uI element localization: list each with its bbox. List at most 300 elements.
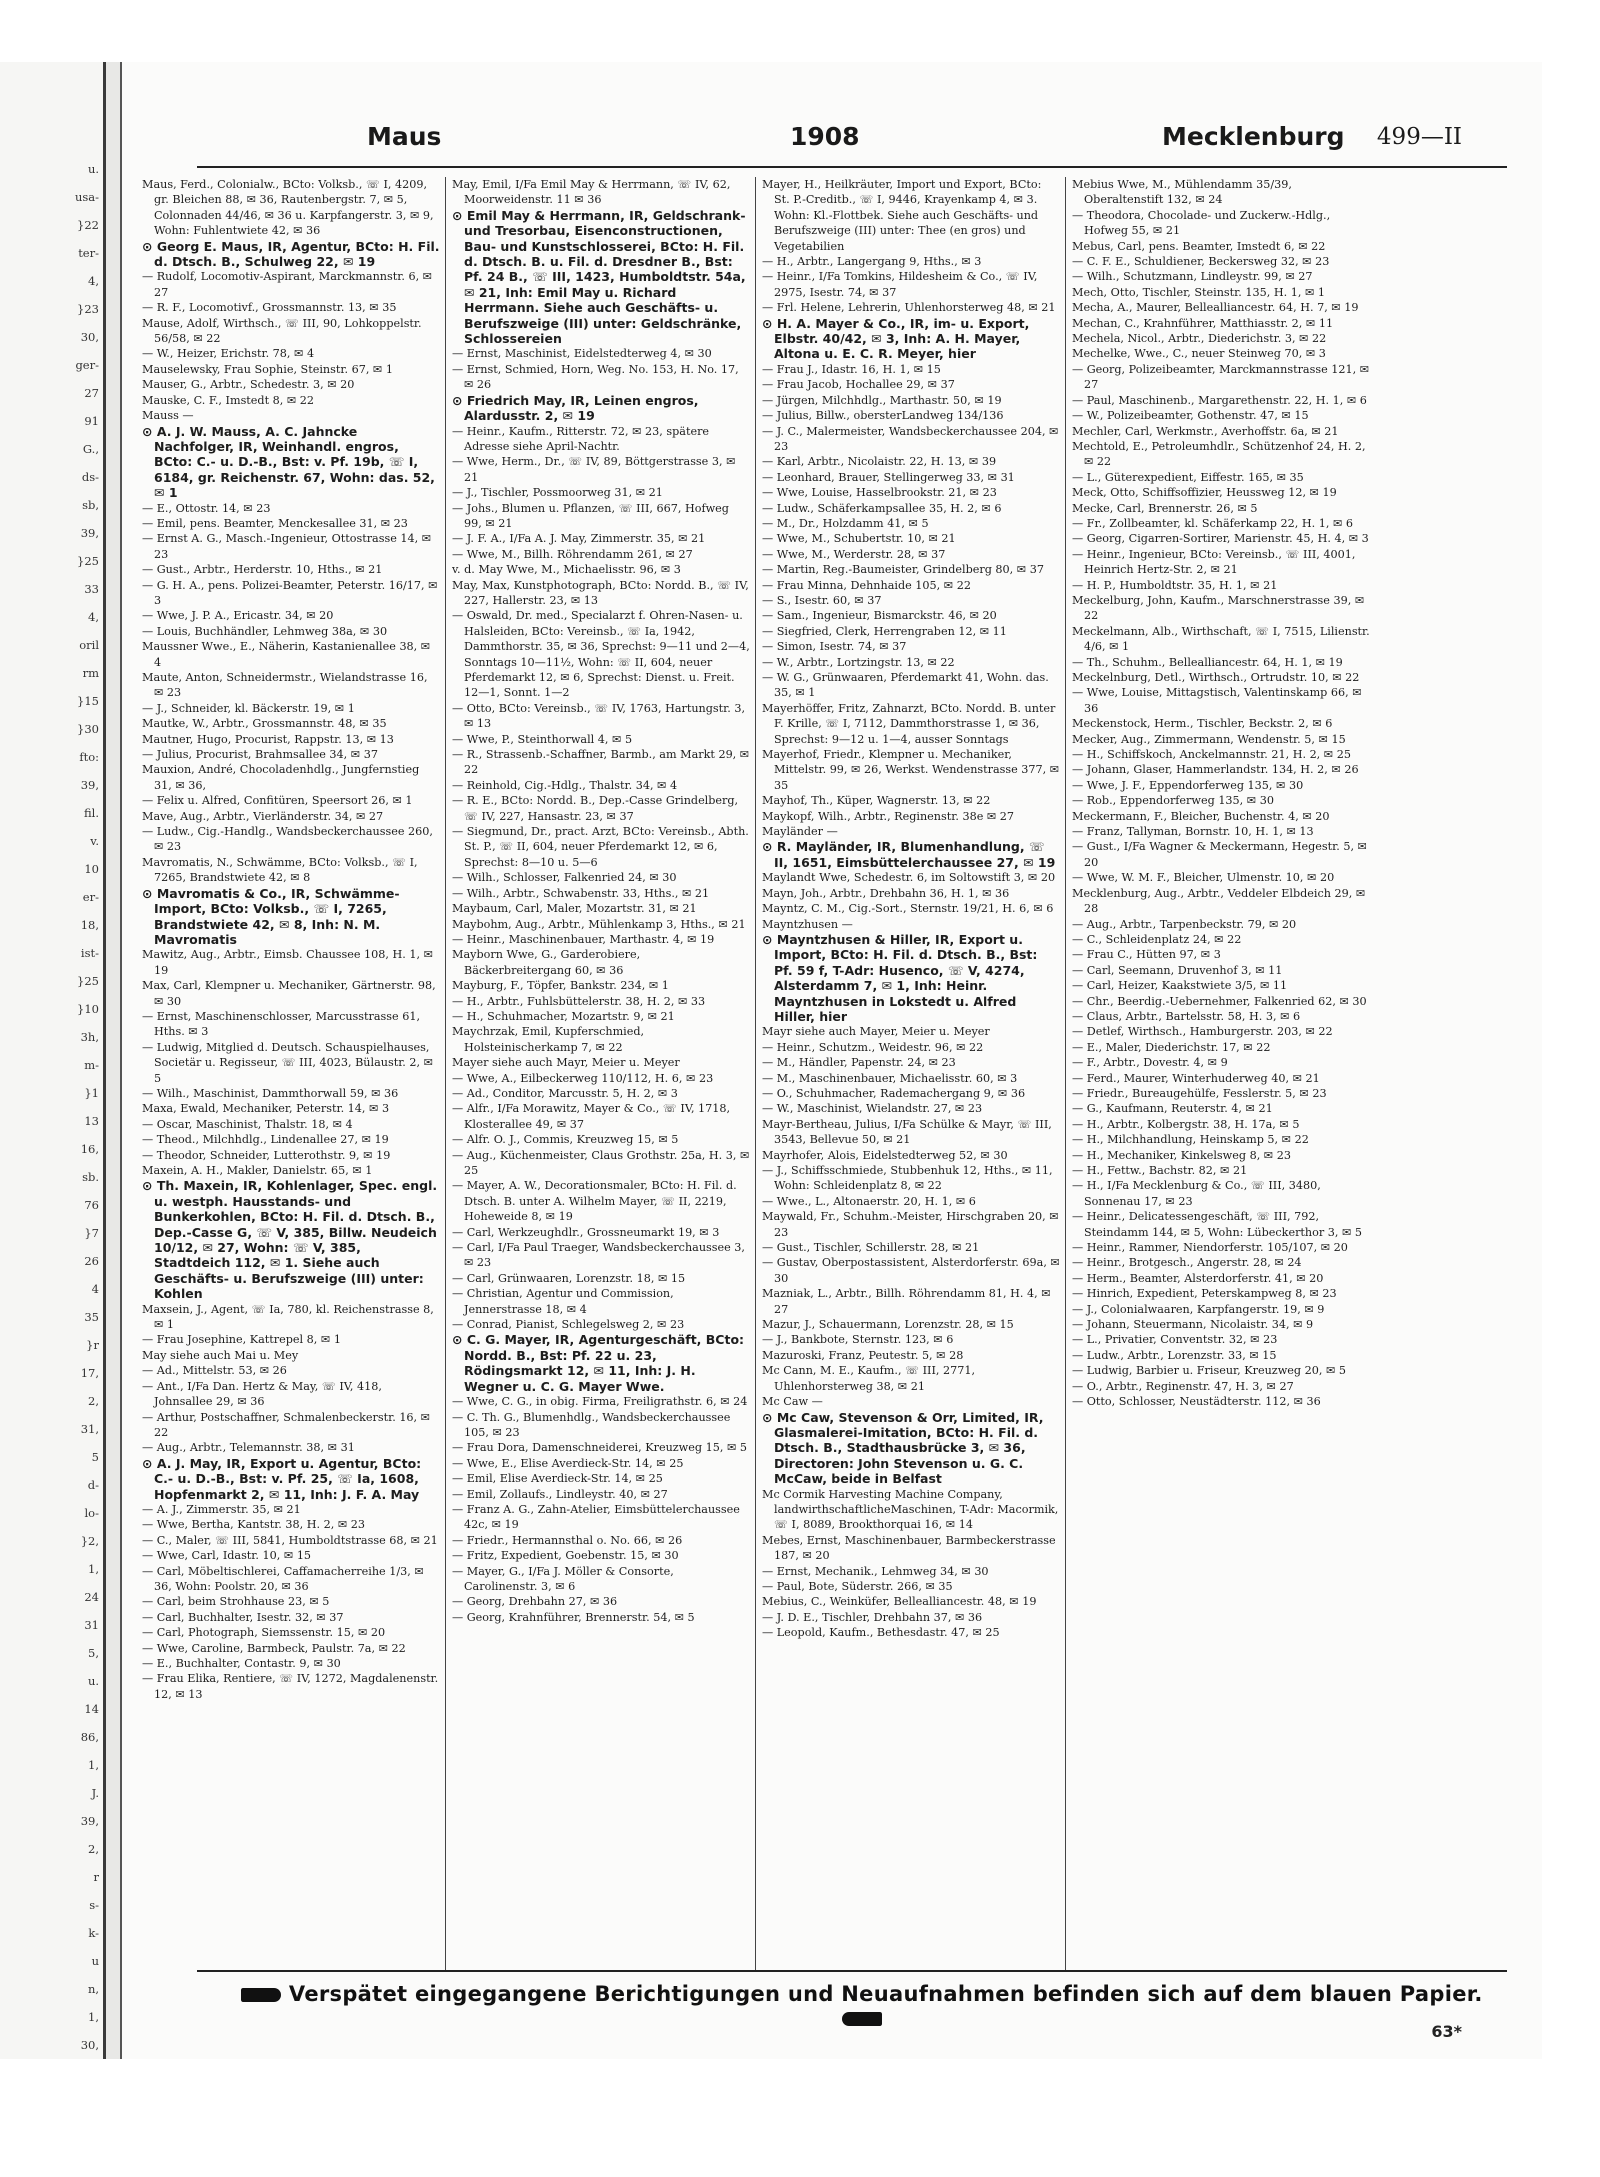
directory-entry: — Rob., Eppendorferweg 135, ✉ 30 bbox=[1072, 794, 1274, 808]
directory-entry: — E., Buchhalter, Contastr. 9, ✉ 30 bbox=[142, 1657, 341, 1670]
directory-entry: — H., Arbtr., Fuhlsbüttelerstr. 38, H. 2, ✉ 33 bbox=[452, 994, 706, 1008]
previous-page-fragment: 1, bbox=[88, 1758, 99, 1772]
directory-entry: — Felix u. Alfred, Confitüren, Speersort 26, ✉ 1 bbox=[142, 794, 413, 808]
running-header bbox=[122, 122, 1542, 162]
previous-page-fragment: }25 bbox=[77, 974, 99, 988]
directory-entry: — Wilh., Arbtr., Schwabenstr. 33, Hths., ✉ 21 bbox=[452, 886, 710, 900]
previous-page-fragment: fil. bbox=[83, 806, 99, 820]
previous-page-fragment: sb. bbox=[82, 1170, 99, 1184]
previous-page-fragment: G., bbox=[82, 442, 99, 456]
directory-entry: — Fr., Zollbeamter, kl. Schäferkamp 22, H. 1, ✉ 6 bbox=[1072, 516, 1354, 530]
previous-page-fragment: oril bbox=[79, 638, 99, 652]
directory-entry: — Heinr., Schutzm., Weidestr. 96, ✉ 22 bbox=[762, 1040, 984, 1054]
previous-page-fragment: s- bbox=[89, 1898, 99, 1912]
footer-notice bbox=[232, 1982, 1492, 2030]
directory-entry: — Wwe, M., Werderstr. 28, ✉ 37 bbox=[762, 547, 946, 561]
directory-entry: Mechler, Carl, Werkmstr., Averhoffstr. 6a, ✉ 21 bbox=[1072, 424, 1339, 438]
previous-page-fragment: 86, bbox=[80, 1730, 99, 1744]
previous-page-fragment: 91 bbox=[84, 414, 99, 428]
directory-entry: — J., Colonialwaaren, Karpfangerstr. 19, ✉ 9 bbox=[1072, 1302, 1325, 1316]
directory-entry: — Frl. Helene, Lehrerin, Uhlenhorsterweg 48, ✉ 21 bbox=[762, 301, 1056, 315]
directory-entry: — Siegmund, Dr., pract. Arzt, BCto: Vereinsb., Abth. St. P., ☏ II, 604, neuer Pferdemarkt 12, ✉ 6, Sprechst: 8—10 u. 5—6 bbox=[452, 825, 749, 869]
firm-entry: ⊙ H. A. Mayer & Co., IR, im- u. Export, Elbstr. 40/42, ✉ 3, Inh: A. H. Mayer, Altona u. E. C. R. Meyer, hier bbox=[762, 315, 1030, 362]
directory-entry: — G. H. A., pens. Polizei-Beamter, Peterstr. 16/17, ✉ 3 bbox=[142, 578, 438, 607]
directory-entry: — Friedr., Bureaugehülfe, Fesslerstr. 5, ✉ 23 bbox=[1072, 1086, 1327, 1100]
directory-entry: — Johann, Steuermann, Nicolaistr. 34, ✉ 9 bbox=[1072, 1318, 1314, 1332]
directory-entry: — Georg, Krahnführer, Brennerstr. 54, ✉ 5 bbox=[452, 1610, 695, 1624]
directory-entry: — C., Maler, ☏ III, 5841, Humboldtstrasse 68, ✉ 21 bbox=[142, 1533, 438, 1547]
directory-entry: Maychrzak, Emil, Kupferschmied, Holsteinischerkamp 7, ✉ 22 bbox=[452, 1025, 645, 1054]
directory-entry: Maus, Ferd., Colonialw., BCto: Volksb., ☏ I, 4209, gr. Bleichen 88, ✉ 36, Rautenbergstr. 7, ✉ 5, Colonnaden 44/46, ✉ 36 u. Karpfangerstr. 3, ✉ 9, Wohn: Fuhlentwiete 42, ✉ 36 bbox=[142, 178, 434, 238]
directory-entry: Maybaum, Carl, Maler, Mozartstr. 31, ✉ 21 bbox=[452, 902, 697, 916]
previous-page-fragment: usa- bbox=[74, 190, 99, 204]
previous-page-fragment: 13 bbox=[84, 1114, 99, 1128]
directory-entry: Mechelke, Wwe., C., neuer Steinweg 70, ✉ 3 bbox=[1072, 347, 1326, 361]
directory-entry: — Wwe, Bertha, Kantstr. 38, H. 2, ✉ 23 bbox=[142, 1518, 366, 1532]
directory-entry: — Wwe, Herm., Dr., ☏ IV, 89, Böttgerstrasse 3, ✉ 21 bbox=[452, 455, 736, 484]
previous-page-fragment: sb, bbox=[82, 498, 99, 512]
previous-page-fragment: ist- bbox=[80, 946, 99, 960]
directory-entry: Mecke, Carl, Brennerstr. 26, ✉ 5 bbox=[1072, 501, 1258, 515]
directory-entry: Mecha, A., Maurer, Bellealliancestr. 64, H. 7, ✉ 19 bbox=[1072, 301, 1359, 315]
previous-page-fragment: 4 bbox=[91, 1282, 99, 1296]
directory-page bbox=[122, 62, 1542, 2059]
directory-entry: — W., Maschinist, Wielandstr. 27, ✉ 23 bbox=[762, 1102, 983, 1116]
directory-entry: — Chr., Beerdig.-Uebernehmer, Falkenried 62, ✉ 30 bbox=[1072, 994, 1367, 1008]
directory-entry: — J. F. A., I/Fa A. J. May, Zimmerstr. 35, ✉ 21 bbox=[452, 532, 706, 546]
previous-page-fragment: 39, bbox=[80, 778, 99, 792]
directory-entry: — Wwe, M., Billh. Röhrendamm 261, ✉ 27 bbox=[452, 547, 693, 561]
directory-entry: — Paul, Bote, Süderstr. 266, ✉ 35 bbox=[762, 1579, 953, 1593]
firm-entry: ⊙ Friedrich May, IR, Leinen engros, Alardusstr. 2, ✉ 19 bbox=[452, 392, 699, 424]
directory-entry: — Herm., Beamter, Alsterdorferstr. 41, ✉ 20 bbox=[1072, 1271, 1324, 1285]
directory-entry: — Wwe, Caroline, Barmbeck, Paulstr. 7a, ✉ 22 bbox=[142, 1641, 406, 1655]
directory-entry: — Emil, pens. Beamter, Menckesallee 31, ✉ 23 bbox=[142, 516, 408, 530]
directory-entry: Maybohm, Aug., Arbtr., Mühlenkamp 3, Hths., ✉ 21 bbox=[452, 917, 746, 931]
previous-page-fragment: rm bbox=[82, 666, 99, 680]
directory-entry: — Ferd., Maurer, Winterhuderweg 40, ✉ 21 bbox=[1072, 1071, 1320, 1085]
directory-entry: — C. Th. G., Blumenhdlg., Wandsbeckerchaussee 105, ✉ 23 bbox=[452, 1410, 731, 1439]
footer-rule bbox=[197, 1970, 1507, 1972]
directory-entry: — J., Schiffsschmiede, Stubbenhuk 12, Hths., ✉ 11, Wohn: Schleidenplatz 8, ✉ 22 bbox=[762, 1164, 1053, 1193]
previous-page-fragment: 31 bbox=[84, 1618, 99, 1632]
directory-entry: — Wwe, C. G., in obig. Firma, Freiligrathstr. 6, ✉ 24 bbox=[452, 1395, 748, 1409]
previous-page-fragment: 39, bbox=[80, 1814, 99, 1828]
previous-page-edge bbox=[0, 62, 106, 2059]
directory-entry: — Franz, Tallyman, Bornstr. 10, H. 1, ✉ 13 bbox=[1072, 825, 1314, 839]
previous-page-fragment: 1, bbox=[88, 2010, 99, 2024]
directory-entry: — Aug., Küchenmeister, Claus Grothstr. 25a, H. 3, ✉ 25 bbox=[452, 1148, 750, 1177]
directory-entry: — Carl, Photograph, Siemssenstr. 15, ✉ 20 bbox=[142, 1626, 386, 1640]
directory-entry: Maxsein, J., Agent, ☏ Ia, 780, kl. Reichenstrasse 8, ✉ 1 bbox=[142, 1302, 434, 1332]
directory-entry: Mayrhofer, Alois, Eidelstedterweg 52, ✉ 30 bbox=[762, 1148, 1008, 1162]
previous-page-fragment: }10 bbox=[77, 1002, 99, 1016]
directory-entry: — O., Arbtr., Reginenstr. 47, H. 3, ✉ 27 bbox=[1072, 1379, 1294, 1393]
directory-entry: — Frau Josephine, Kattrepel 8, ✉ 1 bbox=[142, 1333, 341, 1347]
directory-entry: — E., Maler, Diederichstr. 17, ✉ 22 bbox=[1072, 1040, 1271, 1054]
directory-entry: — Hinrich, Expedient, Peterskampweg 8, ✉ 23 bbox=[1072, 1287, 1337, 1301]
directory-entry: — Wwe, W. M. F., Bleicher, Ulmenstr. 10, ✉ 20 bbox=[1072, 871, 1335, 885]
directory-entry: — Frau Jacob, Hochallee 29, ✉ 37 bbox=[762, 378, 955, 392]
directory-entry: — Ad., Mittelstr. 53, ✉ 26 bbox=[142, 1364, 287, 1378]
header-rule bbox=[197, 166, 1507, 168]
directory-entry: Mebius, C., Weinküfer, Bellealliancestr. 48, ✉ 19 bbox=[762, 1595, 1037, 1609]
previous-page-fragment: 27 bbox=[84, 386, 99, 400]
directory-entry: Mavromatis, N., Schwämme, BCto: Volksb., ☏ I, 7265, Brandstwiete 42, ✉ 8 bbox=[142, 855, 418, 885]
directory-entry: Mayer, H., Heilkräuter, Import und Export, BCto: St. P.-Creditb., ☏ I, 9446, Krayenkamp 4, ✉ 3. Wohn: Kl.-Flottbek. Siehe auch Geschäfts- und Berufszweige (III) unter: Thee (en gros) und Vegetabilien bbox=[762, 178, 1042, 253]
previous-page-fragment: ger- bbox=[75, 358, 99, 372]
directory-entry: — Carl, Werkzeughdlr., Grossneumarkt 19, ✉ 3 bbox=[452, 1225, 720, 1239]
directory-entry: — Louis, Buchhändler, Lehmweg 38a, ✉ 30 bbox=[142, 624, 388, 638]
previous-page-fragment: }1 bbox=[84, 1086, 99, 1100]
directory-entry: — Gust., Arbtr., Herderstr. 10, Hths., ✉ 21 bbox=[142, 563, 383, 577]
directory-entry: — L., Privatier, Conventstr. 32, ✉ 23 bbox=[1072, 1333, 1278, 1347]
previous-page-fragment: 3h, bbox=[80, 1030, 99, 1044]
directory-entry: Mechela, Nicol., Arbtr., Diederichstr. 3, ✉ 22 bbox=[1072, 332, 1327, 346]
directory-entry: — Gust., Tischler, Schillerstr. 28, ✉ 21 bbox=[762, 1241, 980, 1255]
directory-entry: — Reinhold, Cig.-Hdlg., Thalstr. 34, ✉ 4 bbox=[452, 778, 678, 792]
directory-entry: Mave, Aug., Arbtr., Vierländerstr. 34, ✉ 27 bbox=[142, 809, 384, 823]
directory-entry: Mazur, J., Schauermann, Lorenzstr. 28, ✉ 15 bbox=[762, 1318, 1014, 1332]
page-number: 499—II bbox=[1376, 124, 1462, 150]
directory-entry: Maute, Anton, Schneidermstr., Wielandstrasse 16, ✉ 23 bbox=[142, 671, 428, 700]
directory-entry: — Ludw., Cig.-Handlg., Wandsbeckerchaussee 260, ✉ 23 bbox=[142, 825, 433, 854]
directory-entry: Meckelmann, Alb., Wirthschaft, ☏ I, 7515, Lilienstr. 4/6, ✉ 1 bbox=[1072, 624, 1370, 654]
directory-entry: — Carl, Seemann, Druvenhof 3, ✉ 11 bbox=[1072, 963, 1283, 977]
directory-entry: — H., Schuhmacher, Mozartstr. 9, ✉ 21 bbox=[452, 1009, 675, 1023]
directory-entry: Maxa, Ewald, Mechaniker, Peterstr. 14, ✉ 3 bbox=[142, 1102, 390, 1116]
directory-entry: Meck, Otto, Schiffsoffizier, Heussweg 12, ✉ 19 bbox=[1072, 486, 1337, 500]
directory-entry: — Christian, Agentur und Commission, Jennerstrasse 18, ✉ 4 bbox=[452, 1287, 674, 1316]
directory-entry: — W., Arbtr., Lortzingstr. 13, ✉ 22 bbox=[762, 655, 955, 669]
directory-entry: — Arthur, Postschaffner, Schmalenbeckerstr. 16, ✉ 22 bbox=[142, 1410, 431, 1439]
previous-page-fragment: n, bbox=[87, 1982, 99, 1996]
directory-entry: — Theodora, Chocolade- und Zuckerw.-Hdlg., Hofweg 55, ✉ 21 bbox=[1072, 208, 1331, 238]
directory-entry: — Emil, Elise Averdieck-Str. 14, ✉ 25 bbox=[452, 1472, 663, 1486]
directory-entry: — Gust., I/Fa Wagner & Meckermann, Hegestr. 5, ✉ 20 bbox=[1072, 840, 1367, 869]
directory-entry: — Theod., Milchhdlg., Lindenallee 27, ✉ 19 bbox=[142, 1133, 389, 1147]
directory-entry: Mayerhof, Friedr., Klempner u. Mechaniker, Mittelstr. 99, ✉ 26, Werkst. Wendenstrasse 377, ✉ 35 bbox=[762, 748, 1060, 792]
directory-entry: — Ernst, Schmied, Horn, Weg. No. 153, H. No. 17, ✉ 26 bbox=[452, 362, 739, 392]
directory-entry: Mebius Wwe, M., Mühlendamm 35/39, Oberaltenstift 132, ✉ 24 bbox=[1072, 178, 1292, 207]
directory-entry: — Friedr., Hermannsthal o. No. 66, ✉ 26 bbox=[452, 1533, 683, 1547]
directory-entry: — Ernst, Maschinenschlosser, Marcusstrasse 61, Hths. ✉ 3 bbox=[142, 1009, 421, 1039]
printer-signature: 63* bbox=[1431, 2022, 1462, 2041]
directory-entry: Mautke, W., Arbtr., Grossmannstr. 48, ✉ 35 bbox=[142, 717, 387, 731]
header-left-keyword: Maus bbox=[367, 122, 442, 151]
firm-entry: ⊙ A. J. May, IR, Export u. Agentur, BCto: C.- u. D.-B., Bst: v. Pf. 25, ☏ Ia, 1608, Hopfenmarkt 2, ✉ 11, Inh: J. F. A. May bbox=[142, 1455, 422, 1502]
directory-entry: — Gustav, Oberpostassistent, Alsterdorferstr. 69a, ✉ 30 bbox=[762, 1256, 1060, 1285]
firm-entry: ⊙ Georg E. Maus, IR, Agentur, BCto: H. Fil. d. Dtsch. B., Schulweg 22, ✉ 19 bbox=[142, 238, 440, 270]
directory-entry: — H., Milchhandlung, Heinskamp 5, ✉ 22 bbox=[1072, 1133, 1309, 1147]
previous-page-fragment: 2, bbox=[88, 1842, 99, 1856]
previous-page-fragment: 30, bbox=[80, 330, 99, 344]
directory-entry: — Frau Minna, Dehnhaide 105, ✉ 22 bbox=[762, 578, 971, 592]
directory-entry: May siehe auch Mai u. Mey bbox=[142, 1348, 299, 1362]
directory-entry: — Otto, BCto: Vereinsb., ☏ IV, 1763, Hartungstr. 3, ✉ 13 bbox=[452, 701, 746, 731]
directory-entry: — J. C., Malermeister, Wandsbeckerchaussee 204, ✉ 23 bbox=[762, 424, 1059, 453]
directory-entry: — H., Mechaniker, Kinkelsweg 8, ✉ 23 bbox=[1072, 1148, 1291, 1162]
directory-entry: — Ad., Conditor, Marcusstr. 5, H. 2, ✉ 3 bbox=[452, 1086, 678, 1100]
directory-entry: — Johann, Glaser, Hammerlandstr. 134, H. 2, ✉ 26 bbox=[1072, 763, 1359, 777]
directory-entry: Mebus, Carl, pens. Beamter, Imstedt 6, ✉ 22 bbox=[1072, 239, 1326, 253]
directory-entry: — W. G., Grünwaaren, Pferdemarkt 41, Wohn. das. 35, ✉ 1 bbox=[762, 671, 1049, 700]
directory-entry: — Sam., Ingenieur, Bismarckstr. 46, ✉ 20 bbox=[762, 609, 997, 623]
directory-entry: Mechtold, E., Petroleumhdlr., Schützenhof 24, H. 2, ✉ 22 bbox=[1072, 439, 1366, 469]
directory-entry: — Mayer, G., I/Fa J. Möller & Consorte, Carolinenstr. 3, ✉ 6 bbox=[452, 1564, 674, 1593]
directory-entry: — Georg, Polizeibeamter, Marckmannstrasse 121, ✉ 27 bbox=[1072, 362, 1370, 392]
firm-entry: ⊙ Emil May & Herrmann, IR, Geldschrank- und Tresorbau, Eisenconstructionen, Bau- und Kunstschlosserei, BCto: H. Fil. d. Dtsch. B. u. Fil. d. Dresdner B., Bst: Pf. 24 B., ☏ III, 1423, Humboldtstr. 54a, ✉ 21, Inh: Emil May u. Richard Herrmann. Siehe auch Geschäfts- u. Berufszweige (III) unter: Geldschränke, Schlossereien bbox=[452, 207, 746, 347]
previous-page-fragment: k- bbox=[88, 1926, 99, 1940]
directory-entry: — Wwe, A., Eilbeckerweg 110/112, H. 6, ✉ 23 bbox=[452, 1071, 714, 1085]
directory-entry: — Carl, Buchhalter, Isestr. 32, ✉ 37 bbox=[142, 1610, 344, 1624]
directory-entry: — Conrad, Pianist, Schlegelsweg 2, ✉ 23 bbox=[452, 1318, 685, 1332]
directory-entry: — W., Polizeibeamter, Gothenstr. 47, ✉ 15 bbox=[1072, 409, 1309, 423]
directory-entry: — Ernst A. G., Masch.-Ingenieur, Ottostrasse 14, ✉ 23 bbox=[142, 532, 432, 561]
directory-entry: — Ant., I/Fa Dan. Hertz & May, ☏ IV, 418, Johnsallee 29, ✉ 36 bbox=[142, 1379, 382, 1409]
directory-entry: v. d. May Wwe, M., Michaelisstr. 96, ✉ 3 bbox=[452, 563, 681, 577]
directory-entry: Mayr-Bertheau, Julius, I/Fa Schülke & Mayr, ☏ III, 3543, Bellevue 50, ✉ 21 bbox=[762, 1117, 1052, 1147]
directory-entry: — Simon, Isestr. 74, ✉ 37 bbox=[762, 640, 907, 654]
directory-entry: — Karl, Arbtr., Nicolaistr. 22, H. 13, ✉ 39 bbox=[762, 455, 997, 469]
directory-entry: — Wwe, Louise, Hasselbrookstr. 21, ✉ 23 bbox=[762, 486, 997, 500]
directory-entry: — Rudolf, Locomotiv-Aspirant, Marckmannstr. 6, ✉ 27 bbox=[142, 270, 433, 299]
directory-entry: — M., Händler, Papenstr. 24, ✉ 23 bbox=[762, 1056, 956, 1070]
directory-entry: Mebes, Ernst, Maschinenbauer, Barmbeckerstrasse 187, ✉ 20 bbox=[762, 1533, 1056, 1563]
firm-entry: ⊙ Th. Maxein, IR, Kohlenlager, Spec. engl. u. westph. Hausstands- und Bunkerkohlen, BCto: H. Fil. d. Dtsch. B., Dep.-Casse G, ☏ V, 385, Billw. Neudeich 10/12, ✉ 27, Wohn: ☏ V, 385, Stadtdeich 112, ✉ 1. Siehe auch Geschäfts- u. Berufszweige (III) unter: Kohlen bbox=[142, 1178, 438, 1302]
previous-page-fragment: 33 bbox=[84, 582, 99, 596]
previous-page-fragment: 35 bbox=[84, 1310, 99, 1324]
directory-entry: Meckelnburg, Detl., Wirthsch., Ortrudstr. 10, ✉ 22 bbox=[1072, 671, 1360, 684]
directory-entry: — J., Bankbote, Sternstr. 123, ✉ 6 bbox=[762, 1333, 954, 1347]
directory-entry: — Ludwig, Mitglied d. Deutsch. Schauspielhauses, Societär u. Regisseur, ☏ III, 4023, Bülaustr. 2, ✉ 5 bbox=[142, 1040, 434, 1085]
directory-entry: — M., Dr., Holzdamm 41, ✉ 5 bbox=[762, 516, 929, 530]
directory-entry: — E., Ottostr. 14, ✉ 23 bbox=[142, 501, 271, 515]
directory-entry: Mayr siehe auch Mayer, Meier u. Meyer bbox=[762, 1025, 990, 1039]
directory-entry: — Julius, Procurist, Brahmsallee 34, ✉ 37 bbox=[142, 748, 378, 762]
previous-page-fragment: fto: bbox=[79, 750, 99, 764]
directory-entry: — Ludw., Schäferkampsallee 35, H. 2, ✉ 6 bbox=[762, 501, 1002, 515]
directory-entry: — Johs., Blumen u. Pflanzen, ☏ III, 667, Hofweg 99, ✉ 21 bbox=[452, 501, 729, 530]
directory-entry: Mayhof, Th., Küper, Wagnerstr. 13, ✉ 22 bbox=[762, 794, 991, 808]
column-2 bbox=[452, 177, 750, 1972]
previous-page-fragment: r bbox=[93, 1870, 99, 1884]
directory-entry: Mecker, Aug., Zimmermann, Wendenstr. 5, ✉ 15 bbox=[1072, 732, 1346, 746]
directory-entry: Mayn, Joh., Arbtr., Drehbahn 36, H. 1, ✉ 36 bbox=[762, 886, 1010, 900]
directory-entry: — Wwe, Carl, Idastr. 10, ✉ 15 bbox=[142, 1549, 312, 1563]
firm-entry: ⊙ Mavromatis & Co., IR, Schwämme-Import, BCto: Volksb., ☏ I, 7265, Brandstwiete 42, ✉ 8, Inh: N. M. Mavromatis bbox=[142, 885, 400, 947]
previous-page-fragment: 5 bbox=[91, 1450, 99, 1464]
directory-entry: — Frau C., Hütten 97, ✉ 3 bbox=[1072, 948, 1221, 962]
directory-entry: — L., Güterexpedient, Eiffestr. 165, ✉ 35 bbox=[1072, 470, 1304, 484]
previous-page-fragment: 4, bbox=[88, 610, 99, 624]
directory-entry: — Detlef, Wirthsch., Hamburgerstr. 203, ✉ 22 bbox=[1072, 1025, 1333, 1039]
directory-entry: — Wilh., Maschinist, Dammthorwall 59, ✉ 36 bbox=[142, 1086, 399, 1100]
directory-entry: — R. E., BCto: Nordd. B., Dep.-Casse Grindelberg, ☏ IV, 227, Hansastr. 23, ✉ 37 bbox=[452, 794, 739, 823]
directory-entry: Mc Cann, M. E., Kaufm., ☏ III, 2771, Uhlenhorsterweg 38, ✉ 21 bbox=[762, 1364, 976, 1393]
previous-page-fragment: v. bbox=[90, 834, 99, 848]
directory-entry: Mechan, C., Krahnführer, Matthiasstr. 2, ✉ 11 bbox=[1072, 316, 1334, 330]
directory-entry: — Heinr., Ingenieur, BCto: Vereinsb., ☏ III, 4001, Heinrich Hertz-Str. 2, ✉ 21 bbox=[1072, 547, 1356, 577]
directory-entry: — Georg, Cigarren-Sortirer, Marienstr. 45, H. 4, ✉ 3 bbox=[1072, 532, 1369, 546]
directory-entry: Mayburg, F., Töpfer, Bankstr. 234, ✉ 1 bbox=[452, 979, 669, 993]
firm-entry: ⊙ C. G. Mayer, IR, Agenturgeschäft, BCto: Nordd. B., Bst: Pf. 22 u. 23, Rödingsmarkt 12, ✉ 11, Inh: J. H. Wegner u. C. G. Mayer Wwe. bbox=[452, 1332, 745, 1394]
book-gutter bbox=[106, 62, 122, 2059]
previous-page-fragment: }23 bbox=[77, 302, 99, 316]
previous-page-fragment: }22 bbox=[77, 218, 99, 232]
directory-entry: — C., Schleidenplatz 24, ✉ 22 bbox=[1072, 932, 1242, 946]
previous-page-fragment: 14 bbox=[84, 1702, 99, 1716]
directory-entry: — Emil, Zollaufs., Lindleystr. 40, ✉ 27 bbox=[452, 1487, 668, 1501]
directory-entry: — Carl, I/Fa Paul Traeger, Wandsbeckerchaussee 3, ✉ 23 bbox=[452, 1241, 745, 1270]
previous-page-fragment: J. bbox=[91, 1786, 99, 1800]
directory-entry: — Aug., Arbtr., Tarpenbeckstr. 79, ✉ 20 bbox=[1072, 917, 1297, 931]
previous-page-fragment: u bbox=[91, 1954, 99, 1968]
directory-entry: — Heinr., Delicatessengeschäft, ☏ III, 792, Steindamm 144, ✉ 5, Wohn: Lübeckerthor 3, ✉ 5 bbox=[1072, 1210, 1363, 1239]
column-divider bbox=[755, 177, 756, 1972]
directory-entry: May, Emil, I/Fa Emil May & Herrmann, ☏ IV, 62, Moorweidenstr. 11 ✉ 36 bbox=[452, 178, 731, 207]
footer-notice-text: Verspätet eingegangene Berichtigungen und Neuaufnahmen befinden sich auf dem blauen Papier. bbox=[288, 1982, 1483, 2006]
previous-page-fragment: er- bbox=[82, 890, 99, 904]
directory-entry: — J., Tischler, Possmoorweg 31, ✉ 21 bbox=[452, 486, 663, 500]
directory-entry: — Wwe, J. F., Eppendorferweg 135, ✉ 30 bbox=[1072, 778, 1304, 792]
directory-entry: — Wwe, P., Steinthorwall 4, ✉ 5 bbox=[452, 732, 633, 746]
directory-entry: — Carl, Möbeltischlerei, Caffamacherreihe 1/3, ✉ 36, Wohn: Poolstr. 20, ✉ 36 bbox=[142, 1564, 424, 1593]
directory-entry: — Wwe, E., Elise Averdieck-Str. 14, ✉ 25 bbox=[452, 1456, 684, 1470]
previous-page-fragment: 31, bbox=[80, 1422, 99, 1436]
previous-page-fragment: 16, bbox=[80, 1142, 99, 1156]
previous-page-fragment: }15 bbox=[77, 694, 99, 708]
directory-entry: Mauxion, André, Chocoladenhdlg., Jungfernstieg 31, ✉ 36, bbox=[142, 763, 420, 792]
directory-entry: Mauselewsky, Frau Sophie, Steinstr. 67, ✉ 1 bbox=[142, 362, 393, 376]
column-3 bbox=[762, 177, 1060, 1972]
directory-entry: Mazuroski, Franz, Peutestr. 5, ✉ 28 bbox=[762, 1348, 964, 1362]
directory-entry: — M., Maschinenbauer, Michaelisstr. 60, ✉ 3 bbox=[762, 1071, 1018, 1085]
directory-entry: Mause, Adolf, Wirthsch., ☏ III, 90, Lohkoppelstr. 56/58, ✉ 22 bbox=[142, 316, 422, 346]
directory-entry: — Leonhard, Brauer, Stellingerweg 33, ✉ 31 bbox=[762, 470, 1015, 484]
directory-entry: Maywald, Fr., Schuhm.-Meister, Hirschgraben 20, ✉ 23 bbox=[762, 1210, 1059, 1239]
directory-entry: Mayländer — bbox=[762, 825, 838, 839]
directory-entry: — Alfr., I/Fa Morawitz, Mayer & Co., ☏ IV, 1718, Klosterallee 49, ✉ 37 bbox=[452, 1102, 731, 1131]
directory-entry: — Franz A. G., Zahn-Atelier, Eimsbüttelerchaussee 42c, ✉ 19 bbox=[452, 1502, 740, 1532]
directory-entry: — Georg, Drehbahn 27, ✉ 36 bbox=[452, 1595, 618, 1609]
directory-entry: — S., Isestr. 60, ✉ 37 bbox=[762, 593, 882, 607]
directory-entry: Mayer siehe auch Mayr, Meier u. Meyer bbox=[452, 1056, 680, 1070]
directory-entry: — W., Heizer, Erichstr. 78, ✉ 4 bbox=[142, 347, 315, 361]
directory-entry: Max, Carl, Klempner u. Mechaniker, Gärtnerstr. 98, ✉ 30 bbox=[142, 979, 436, 1008]
directory-entry: — Ernst, Mechanik., Lehmweg 34, ✉ 30 bbox=[762, 1564, 989, 1578]
previous-page-fragment: 4, bbox=[88, 274, 99, 288]
directory-entry: — Siegfried, Clerk, Herrengraben 12, ✉ 11 bbox=[762, 624, 1007, 638]
previous-page-fragment: ds- bbox=[81, 470, 99, 484]
directory-entry: — Wwe, Louise, Mittagstisch, Valentinskamp 66, ✉ 36 bbox=[1072, 686, 1362, 715]
directory-entry: — R., Strassenb.-Schaffner, Barmb., am Markt 29, ✉ 22 bbox=[452, 748, 750, 777]
directory-entry: Meckenstock, Herm., Tischler, Beckstr. 2, ✉ 6 bbox=[1072, 717, 1333, 731]
directory-entry: — H., Fettw., Bachstr. 82, ✉ 21 bbox=[1072, 1164, 1248, 1177]
directory-entry: Mauser, G., Arbtr., Schedestr. 3, ✉ 20 bbox=[142, 378, 355, 392]
directory-entry: — Leopold, Kaufm., Bethesdastr. 47, ✉ 25 bbox=[762, 1626, 1000, 1640]
directory-entry: — Oscar, Maschinist, Thalstr. 18, ✉ 4 bbox=[142, 1117, 353, 1131]
directory-entry: — Wwe, M., Schubertstr. 10, ✉ 21 bbox=[762, 532, 956, 546]
directory-entry: — R. F., Locomotivf., Grossmannstr. 13, ✉ 35 bbox=[142, 301, 397, 315]
directory-entry: — Frau J., Idastr. 16, H. 1, ✉ 15 bbox=[762, 362, 941, 376]
directory-entry: — Heinr., Kaufm., Ritterstr. 72, ✉ 23, spätere Adresse siehe April-Nachtr. bbox=[452, 424, 710, 453]
directory-entry: Mayerhöffer, Fritz, Zahnarzt, BCto. Nordd. B. unter F. Krille, ☏ I, 7112, Dammthorstrasse 1, ✉ 36, Sprechst: 9—12 u. 1—4, ausser Sonntags bbox=[762, 701, 1056, 746]
directory-entry: — Carl, beim Strohhause 23, ✉ 5 bbox=[142, 1595, 330, 1609]
directory-entry: Mazniak, L., Arbtr., Billh. Röhrendamm 81, H. 4, ✉ 27 bbox=[762, 1287, 1051, 1316]
directory-entry: — Carl, Grünwaaren, Lorenzstr. 18, ✉ 15 bbox=[452, 1271, 686, 1285]
directory-entry: Mauss — bbox=[142, 409, 194, 423]
directory-entry: Mauske, C. F., Imstedt 8, ✉ 22 bbox=[142, 393, 315, 407]
directory-entry: — Julius, Billw., obersterLandweg 134/136 bbox=[762, 409, 1004, 423]
column-divider bbox=[1065, 177, 1066, 1972]
pointing-hand-right-icon bbox=[842, 2012, 882, 2026]
directory-entry: — Heinr., I/Fa Tomkins, Hildesheim & Co., ☏ IV, 2975, Isestr. 74, ✉ 37 bbox=[762, 270, 1038, 299]
previous-page-fragment: }30 bbox=[77, 722, 99, 736]
previous-page-fragment: d- bbox=[87, 1478, 99, 1492]
directory-entry: Maylandt Wwe, Schedestr. 6, im Soltowstift 3, ✉ 20 bbox=[762, 871, 1056, 885]
previous-page-fragment: }25 bbox=[77, 554, 99, 568]
directory-entry: Mautner, Hugo, Procurist, Rappstr. 13, ✉ 13 bbox=[142, 732, 394, 746]
directory-entry: — Th., Schuhm., Bellealliancestr. 64, H. 1, ✉ 19 bbox=[1072, 655, 1343, 669]
directory-entry: — Heinr., Maschinenbauer, Marthastr. 4, ✉ 19 bbox=[452, 932, 715, 946]
directory-entry: — Jürgen, Milchhdlg., Marthastr. 50, ✉ 19 bbox=[762, 393, 1002, 407]
directory-entry: — Carl, Heizer, Kaakstwiete 3/5, ✉ 11 bbox=[1072, 979, 1288, 993]
previous-page-fragment: 18, bbox=[80, 918, 99, 932]
previous-page-fragment: 1, bbox=[88, 1562, 99, 1576]
directory-entry: — Theodor, Schneider, Lutterothstr. 9, ✉ 19 bbox=[142, 1148, 391, 1162]
directory-entry: — Ludw., Arbtr., Lorenzstr. 33, ✉ 15 bbox=[1072, 1348, 1277, 1362]
directory-entry: Mc Caw — bbox=[762, 1395, 823, 1409]
directory-entry: — Heinr., Rammer, Niendorferstr. 105/107, ✉ 20 bbox=[1072, 1241, 1348, 1255]
directory-entry: — H., Arbtr., Kolbergstr. 38, H. 17a, ✉ 5 bbox=[1072, 1117, 1300, 1131]
previous-page-fragment: 76 bbox=[84, 1198, 99, 1212]
directory-entry: — H., I/Fa Mecklenburg & Co., ☏ III, 3480, Sonnenau 17, ✉ 23 bbox=[1072, 1179, 1321, 1208]
directory-entry: — Fritz, Expedient, Goebenstr. 15, ✉ 30 bbox=[452, 1549, 679, 1563]
firm-entry: ⊙ Mc Caw, Stevenson & Orr, Limited, IR, Glasmalerei-Imitation, BCto: H. Fil. d. Dtsch. B., Stadthausbrücke 3, ✉ 36, Directoren: John Stevenson u. G. C. McCaw, beide in Belfast bbox=[762, 1409, 1044, 1487]
column-divider bbox=[445, 177, 446, 1972]
directory-entry: — Martin, Reg.-Baumeister, Grindelberg 80, ✉ 37 bbox=[762, 563, 1044, 577]
previous-page-fragment: lo- bbox=[84, 1506, 99, 1520]
directory-entry: May, Max, Kunstphotograph, BCto: Nordd. B., ☏ IV, 227, Hallerstr. 23, ✉ 13 bbox=[452, 578, 749, 607]
previous-page-fragment: 30, bbox=[80, 2038, 99, 2052]
directory-entry: — O., Schuhmacher, Rademachergang 9, ✉ 36 bbox=[762, 1086, 1026, 1100]
directory-entry: Maussner Wwe., E., Näherin, Kastanienallee 38, ✉ 4 bbox=[142, 640, 431, 669]
directory-entry: Maxein, A. H., Makler, Danielstr. 65, ✉ 1 bbox=[142, 1164, 373, 1177]
previous-page-fragment: 5, bbox=[88, 1646, 99, 1660]
previous-page-fragment: }7 bbox=[84, 1226, 99, 1240]
directory-entry: Mecklenburg, Aug., Arbtr., Veddeler Elbdeich 29, ✉ 28 bbox=[1072, 886, 1366, 916]
previous-page-fragment: m- bbox=[84, 1058, 99, 1072]
directory-entry: — Frau Dora, Damenschneiderei, Kreuzweg 15, ✉ 5 bbox=[452, 1441, 747, 1455]
previous-page-fragment: 10 bbox=[84, 862, 99, 876]
previous-page-fragment: u. bbox=[87, 162, 99, 176]
directory-entry: Mayborn Wwe, G., Garderobiere, Bäckerbreitergang 60, ✉ 36 bbox=[452, 948, 641, 977]
directory-entry: — Heinr., Brotgesch., Angerstr. 28, ✉ 24 bbox=[1072, 1256, 1302, 1270]
header-year: 1908 bbox=[790, 122, 860, 151]
directory-entry: — G., Kaufmann, Reuterstr. 4, ✉ 21 bbox=[1072, 1102, 1273, 1116]
directory-entry: — H., Arbtr., Langergang 9, Hths., ✉ 3 bbox=[762, 255, 982, 269]
directory-entry: Mawitz, Aug., Arbtr., Eimsb. Chaussee 108, H. 1, ✉ 19 bbox=[142, 948, 433, 977]
directory-entry: — Wwe, J. P. A., Ericastr. 34, ✉ 20 bbox=[142, 609, 334, 623]
directory-entry: Mayntz, C. M., Cig.-Sort., Sternstr. 19/21, H. 6, ✉ 6 bbox=[762, 902, 1054, 916]
header-right-keyword: Mecklenburg bbox=[1162, 122, 1345, 151]
directory-entry: — Aug., Arbtr., Telemannstr. 38, ✉ 31 bbox=[142, 1441, 355, 1455]
firm-entry: ⊙ R. Mayländer, IR, Blumenhandlung, ☏ II, 1651, Eimsbüttelerchaussee 27, ✉ 19 bbox=[762, 839, 1056, 870]
firm-entry: ⊙ Mayntzhusen & Hiller, IR, Export u. Import, BCto: H. Fil. d. Dtsch. B., Bst: Pf. 59 f, T-Adr: Husenco, ☏ V, 4274, Alsterdamm 7, ✉ 1, Inh: Heinr. Mayntzhusen in Lokstedt u. Alfred Hiller, hier bbox=[762, 931, 1038, 1024]
directory-entry: — F., Arbtr., Dovestr. 4, ✉ 9 bbox=[1072, 1056, 1228, 1070]
previous-page-fragment: 24 bbox=[84, 1590, 99, 1604]
